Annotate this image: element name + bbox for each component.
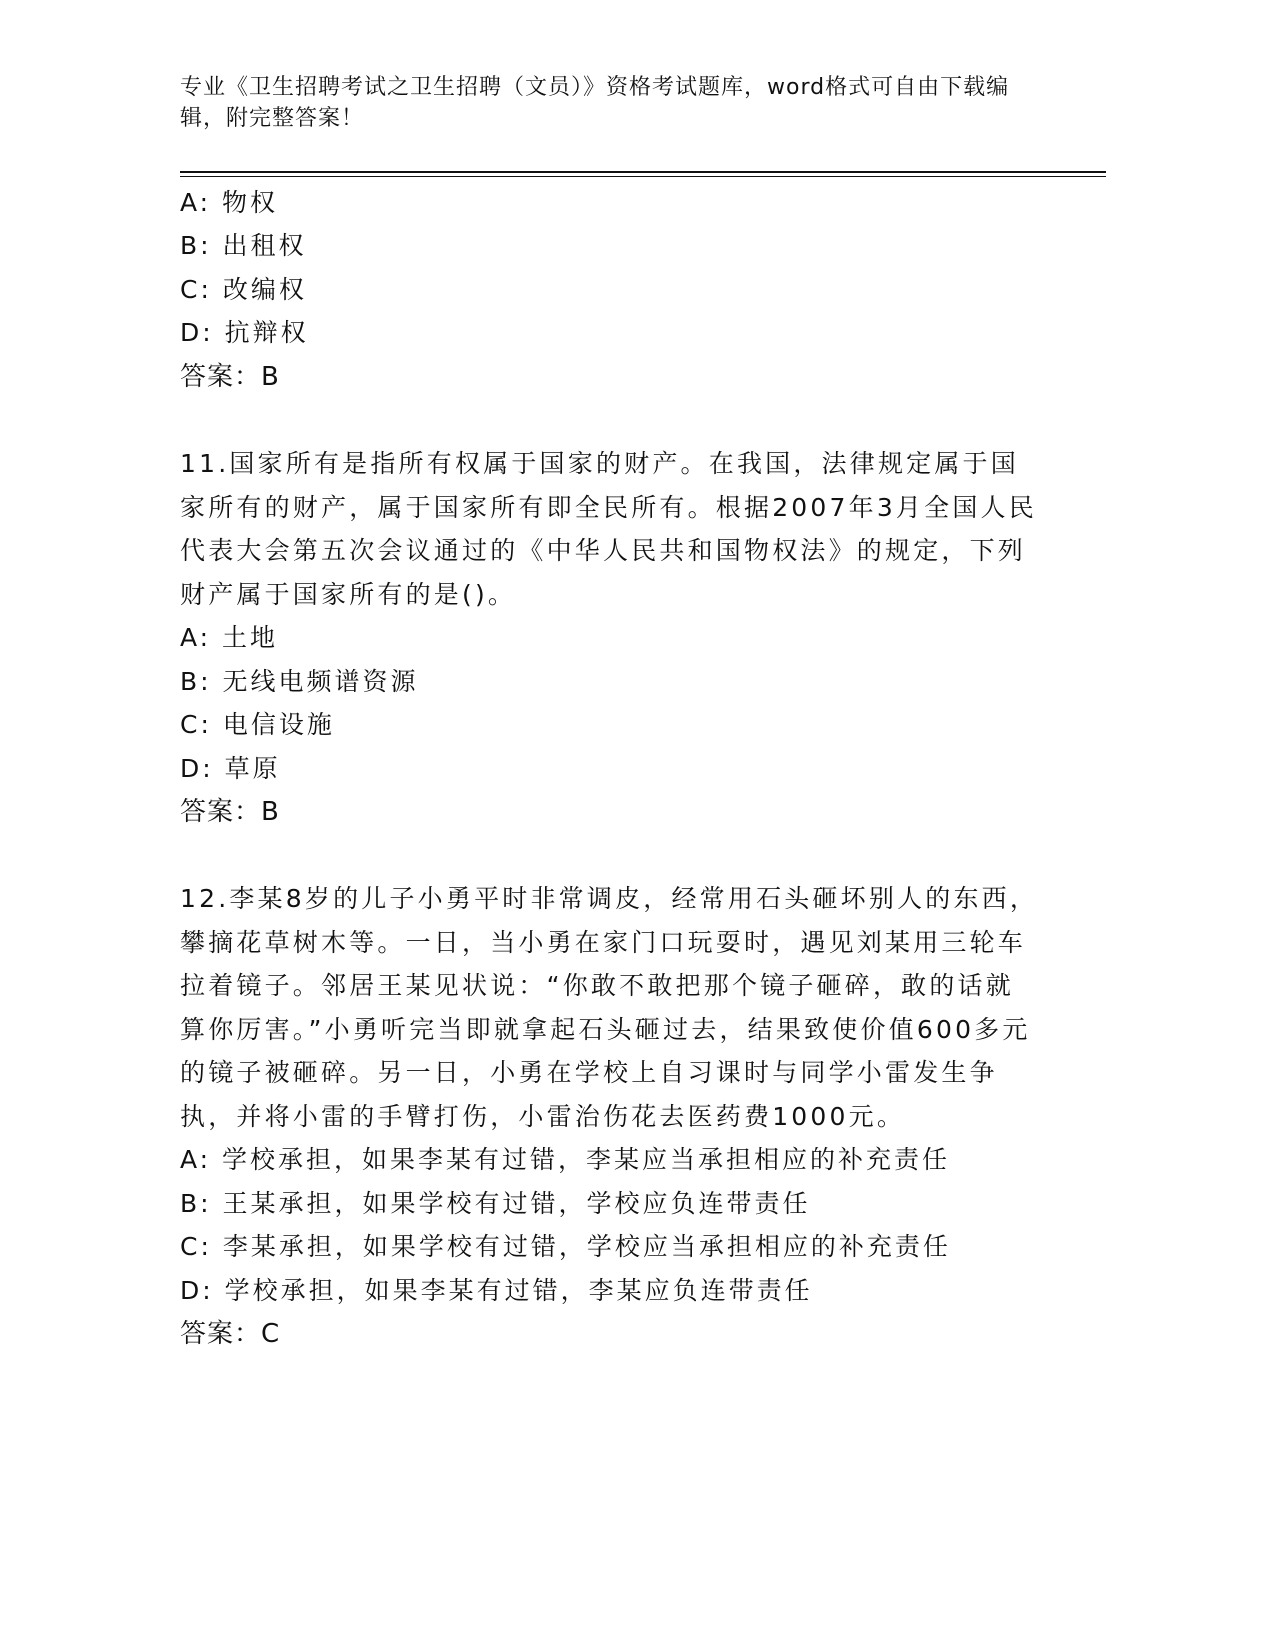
header-divider-thin bbox=[180, 176, 1106, 177]
q12-option-b: B: 王某承担，如果学校有过错，学校应负连带责任 bbox=[180, 1189, 811, 1218]
q10-option-b: B: 出租权 bbox=[180, 231, 307, 260]
q11-answer: 答案：B bbox=[180, 797, 280, 827]
q10-answer: 答案：B bbox=[180, 362, 280, 392]
document-header: 专业《卫生招聘考试之卫生招聘（文员）》资格考试题库，word格式可自由下载编辑，附完整答案！ bbox=[180, 75, 1010, 131]
q12-option-c: C: 李某承担，如果学校有过错，学校应当承担相应的补充责任 bbox=[180, 1232, 951, 1261]
q12-question-text: 12.李某8岁的儿子小勇平时非常调皮，经常用石头砸坏别人的东西，攀摘花草树木等。一日，当小勇在家门口玩耍时，遇见刘某用三轮车拉着镜子。邻居王某见状说：“你敢不敢把那个镜子砸碎，敢的话就算你厉害。”小勇听完当即就拿起石头砸过去，结果致使价值600多元的镜子被砸碎。另一日，小勇在学校上自习课时与同学小雷发生争执，并将小雷的手臂打伤，小雷治伤花去医药费1000元。 bbox=[180, 884, 1039, 1131]
header-divider-thick bbox=[180, 171, 1106, 173]
q11-option-d: D: 草原 bbox=[180, 754, 281, 783]
q10-option-a: A: 物权 bbox=[180, 188, 279, 217]
q12-option-d: D: 学校承担，如果李某有过错，李某应负连带责任 bbox=[180, 1276, 813, 1305]
q11-option-c: C: 电信设施 bbox=[180, 710, 335, 739]
q11-question-text: 11.国家所有是指所有权属于国家的财产。在我国，法律规定属于国家所有的财产，属于国家所有即全民所有。根据2007年3月全国人民代表大会第五次会议通过的《中华人民共和国物权法》的规定，下列财产属于国家所有的是()。 bbox=[180, 449, 1037, 609]
q11-option-b: B: 无线电频谱资源 bbox=[180, 667, 419, 696]
q10-option-d: D: 抗辩权 bbox=[180, 318, 309, 347]
q12-option-a: A: 学校承担，如果李某有过错，李某应当承担相应的补充责任 bbox=[180, 1145, 951, 1174]
q11-option-a: A: 土地 bbox=[180, 623, 279, 652]
q12-answer: 答案：C bbox=[180, 1319, 281, 1349]
q10-option-c: C: 改编权 bbox=[180, 275, 307, 304]
